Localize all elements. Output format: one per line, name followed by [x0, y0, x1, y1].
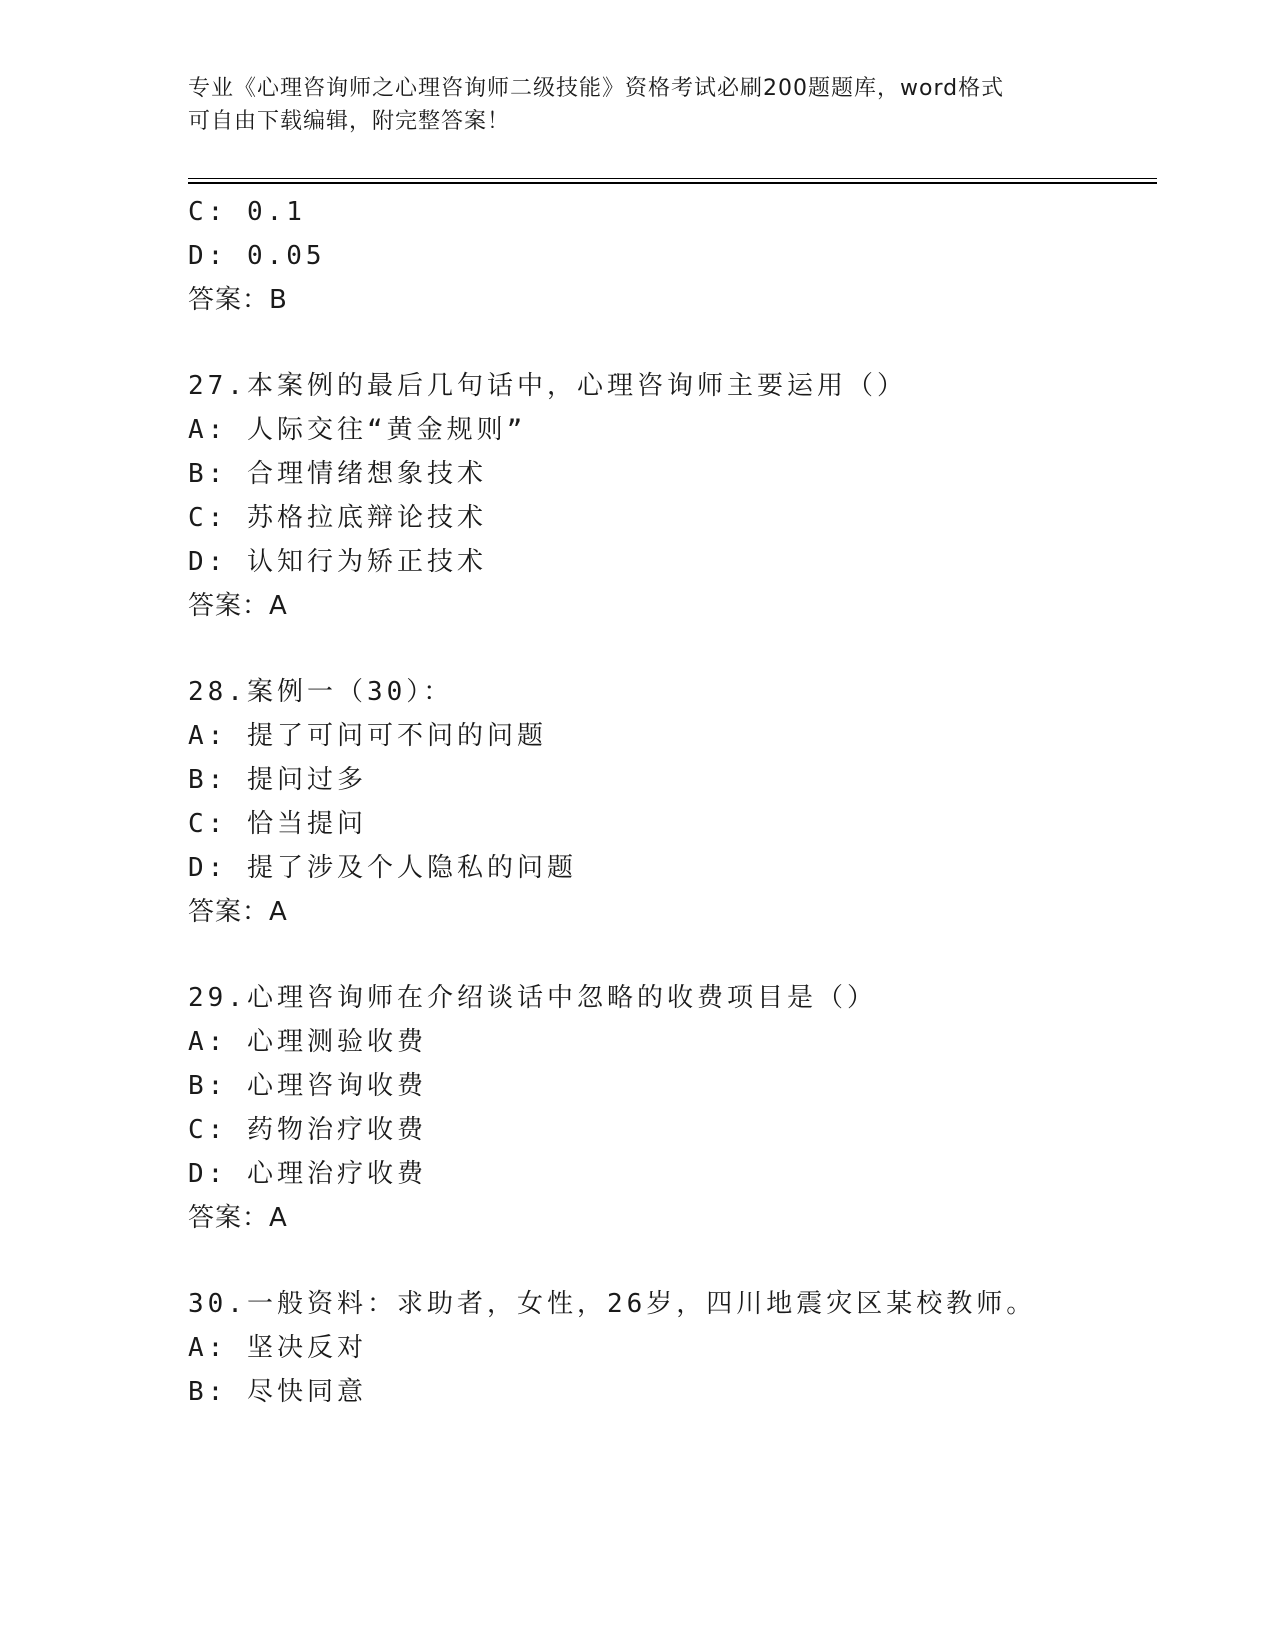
option-b: B: 合理情绪想象技术 [188, 459, 487, 489]
option-c: C: 0.1 [188, 197, 306, 227]
option-d: D: 心理治疗收费 [188, 1159, 427, 1189]
answer-line: 答案：B [188, 285, 288, 315]
option-a: A: 人际交往“黄金规则” [188, 415, 527, 445]
option-a: A: 提了可问可不问的问题 [188, 721, 547, 751]
document-header: 专业《心理咨询师之心理咨询师二级技能》资格考试必刷200题题库，word格式 可自由下载编辑，附完整答案！ [188, 76, 1005, 134]
answer-line: 答案：A [188, 1203, 288, 1233]
header-divider-thin [188, 178, 1157, 179]
question-27: 27.本案例的最后几句话中，心理咨询师主要运用（） [188, 371, 907, 401]
question-29: 29.心理咨询师在介绍谈话中忽略的收费项目是（） [188, 983, 877, 1013]
option-b: B: 提问过多 [188, 765, 367, 795]
answer-line: 答案：A [188, 897, 288, 927]
answer-line: 答案：A [188, 591, 288, 621]
option-d: D: 认知行为矫正技术 [188, 547, 487, 577]
option-c: C: 药物治疗收费 [188, 1115, 427, 1145]
option-d: D: 0.05 [188, 241, 326, 271]
option-a: A: 坚决反对 [188, 1333, 367, 1363]
question-28: 28.案例一（30）： [188, 677, 454, 707]
option-d: D: 提了涉及个人隐私的问题 [188, 853, 577, 883]
option-b: B: 尽快同意 [188, 1377, 367, 1407]
option-a: A: 心理测验收费 [188, 1027, 427, 1057]
option-b: B: 心理咨询收费 [188, 1071, 427, 1101]
header-divider-thick [188, 182, 1157, 184]
option-c: C: 苏格拉底辩论技术 [188, 503, 487, 533]
option-c: C: 恰当提问 [188, 809, 367, 839]
question-30: 30.一般资料：求助者，女性，26岁，四川地震灾区某校教师。 [188, 1289, 1037, 1319]
